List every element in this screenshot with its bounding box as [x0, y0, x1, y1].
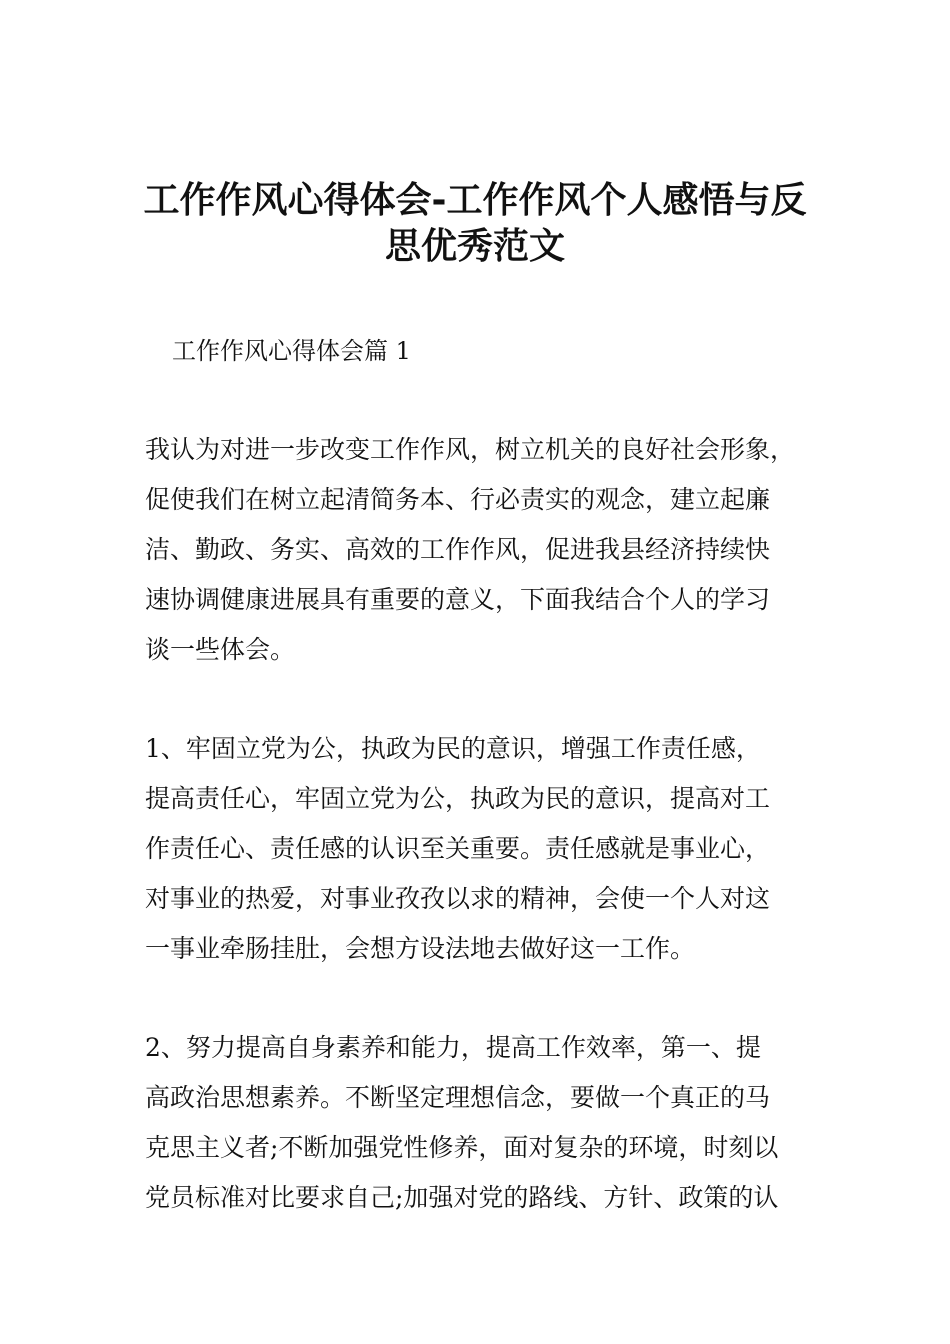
paragraph-2-line-2: 提高责任心，牢固立党为公，执政为民的意识，提高对工: [145, 784, 771, 813]
paragraph-1-line-5: 谈一些体会。: [145, 635, 296, 664]
paragraph-1-line-2: 促使我们在树立起清简务本、行必责实的观念，建立起廉: [145, 485, 771, 514]
paragraph-3-line-2: 高政治思想素养。不断坚定理想信念，要做一个真正的马: [145, 1083, 771, 1112]
paragraph-2-line-4: 对事业的热爱，对事业孜孜以求的精神，会使一个人对这: [145, 884, 771, 913]
document-title-line-2: 思优秀范文: [384, 226, 565, 267]
paragraph-3-line-1: 2、努力提高自身素养和能力，提高工作效率，第一、提: [145, 1033, 761, 1062]
paragraph-1-line-1: 我认为对进一步改变工作作风，树立机关的良好社会形象，: [145, 435, 796, 464]
paragraph-2-line-1: 1、牢固立党为公，执政为民的意识，增强工作责任感，: [145, 734, 761, 763]
paragraph-3-line-3: 克思主义者;不断加强党性修养，面对复杂的环境，时刻以: [145, 1133, 779, 1162]
paragraph-1-line-4: 速协调健康进展具有重要的意义，下面我结合个人的学习: [145, 585, 771, 614]
paragraph-3-line-4: 党员标准对比要求自己;加强对党的路线、方针、政策的认: [145, 1183, 779, 1212]
paragraph-2-line-5: 一事业牵肠挂肚，会想方设法地去做好这一工作。: [145, 934, 696, 963]
document-title-line-1: 工作作风心得体会-工作作风个人感悟与反: [143, 180, 807, 221]
paragraph-2-line-3: 作责任心、责任感的认识至关重要。责任感就是事业心，: [145, 834, 771, 863]
paragraph-1-line-3: 洁、勤政、务实、高效的工作作风，促进我县经济持续快: [145, 535, 771, 564]
section-heading: 工作作风心得体会篇 1: [172, 337, 411, 365]
